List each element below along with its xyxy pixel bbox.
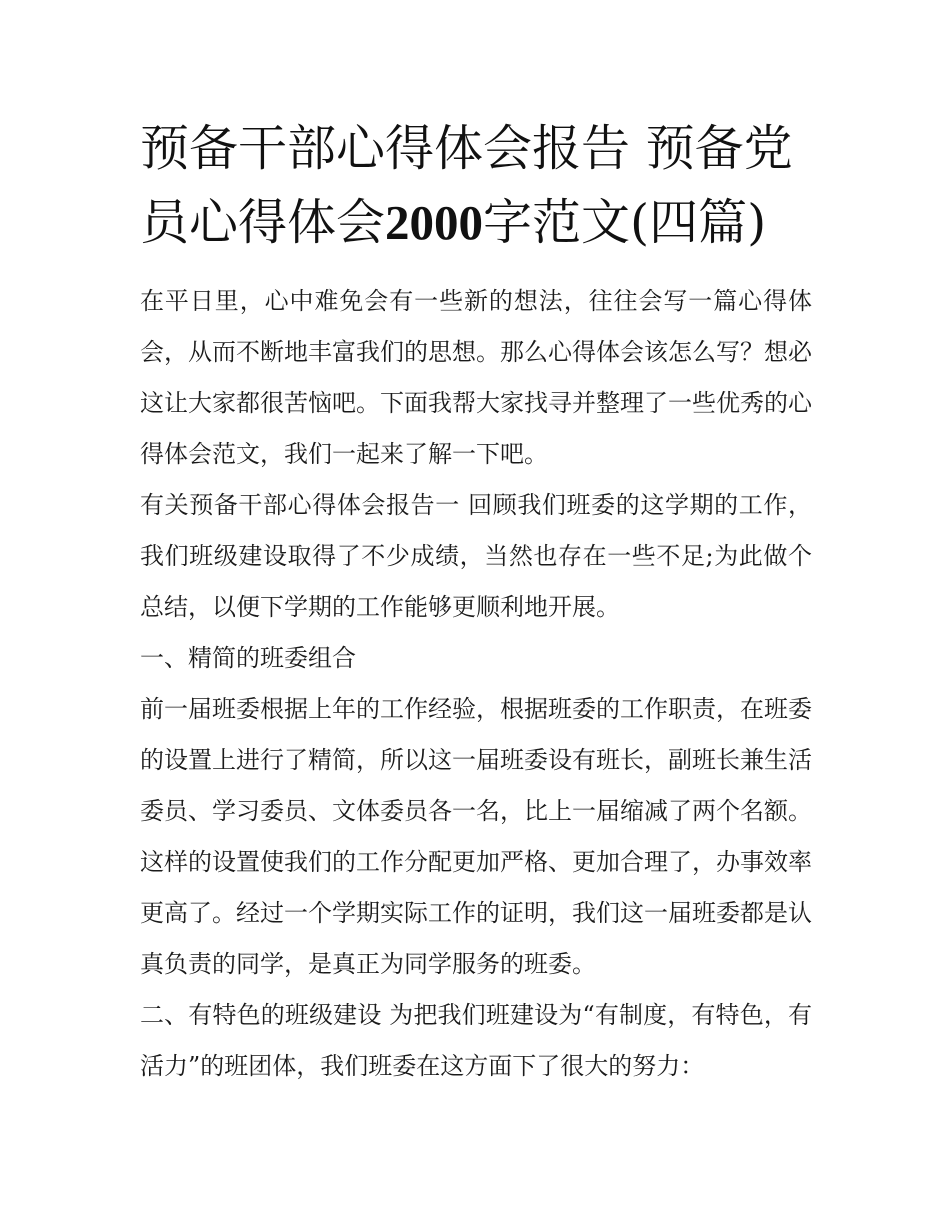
title-text-part2: 字范文(四篇) — [483, 194, 767, 251]
document-body — [140, 276, 812, 1092]
title-number: 2000 — [385, 195, 484, 250]
document-title — [140, 112, 830, 260]
paragraph-report-one: 有关预备干部心得体会报告一 回顾我们班委的这学期的工作，我们班级建设取得了不少成绩，当然也存在一些不足;为此做个总结，以便下学期的工作能够更顺利地开展。 — [140, 491, 812, 621]
paragraph-section-one: 前一届班委根据上年的工作经验，根据班委的工作职责，在班委的设置上进行了精简，所以这一届班委设有班长，副班长兼生活委员、学习委员、文体委员各一名，比上一届缩减了两个名额。这样的设置使我们的工作分配更加严格、更加合理了，办事效率更高了。经过一个学期实际工作的证明，我们这一届班委都是认真负责的同学，是真正为同学服务的班委。 — [140, 695, 812, 978]
paragraph-intro: 在平日里，心中难免会有一些新的想法，往往会写一篇心得体会，从而不断地丰富我们的思想。那么心得体会该怎么写？想必这让大家都很苦恼吧。下面我帮大家找寻并整理了一些优秀的心得体会范文，我们一起来了解一下吧。 — [140, 287, 812, 468]
title-text-part1: 预备干部心得体会报告 预备党员心得体会 — [140, 120, 793, 251]
section-heading-one: 一、精简的班委组合 — [140, 644, 356, 672]
section-heading-two: 二、有特色的班级建设 为把我们班建设为“有制度，有特色，有活力”的班团体，我们班委在这方面下了很大的努力： — [140, 1001, 812, 1080]
